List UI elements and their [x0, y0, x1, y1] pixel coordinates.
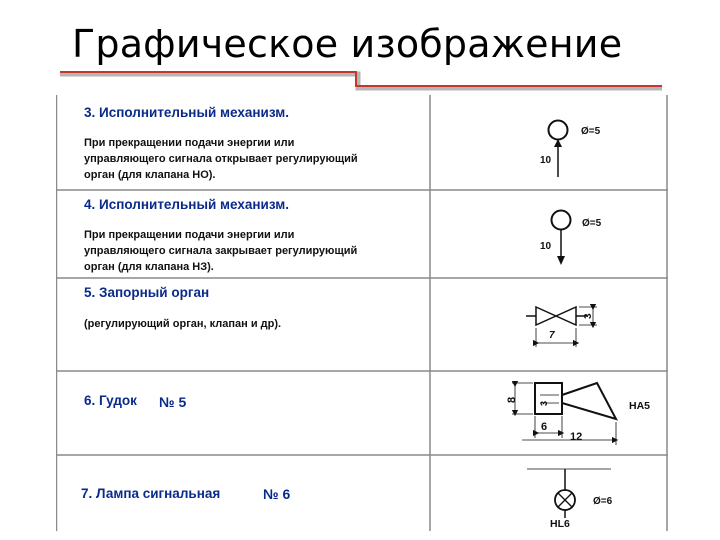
slide-title: Графическое изображение — [72, 22, 623, 66]
symbols-layer — [56, 95, 668, 531]
row-7-code: HL6 — [550, 518, 570, 530]
row-6-number: № 5 — [159, 394, 187, 410]
actuator-open-symbol — [540, 121, 601, 178]
row-5-width: 7 — [549, 330, 555, 341]
row-6-code: НА5 — [629, 400, 651, 412]
row-3-diameter: Ø=5 — [581, 126, 601, 137]
row-6-total-height: 8 — [506, 396, 518, 403]
row-5-height: 3 — [583, 313, 594, 319]
row-5-desc: (регулирующий орган, клапан и др). — [84, 318, 282, 330]
row-3-title: 3. Исполнительный механизм. — [84, 105, 289, 120]
row-4-length: 10 — [540, 241, 552, 252]
row-3-desc: При прекращении подачи энергии или управляющего сигнала открывает регулирующий орган (для клапана НО). — [84, 137, 358, 181]
symbols-table — [56, 95, 668, 531]
row-7-title: 7. Лампа сигнальная — [81, 486, 221, 501]
row-4-desc: При прекращении подачи энергии или управляющего сигнала закрывает регулирующий орган (для клапана НЗ). — [84, 229, 358, 273]
row-6-title: 6. Гудок — [84, 393, 137, 408]
row-6-box-width: 6 — [541, 421, 548, 433]
shutoff-valve-symbol — [526, 307, 597, 347]
row-3-length: 10 — [540, 155, 552, 166]
row-5-title: 5. Запорный орган — [84, 285, 210, 300]
row-4-diameter: Ø=5 — [582, 218, 602, 229]
row-6-horn-width: 12 — [570, 431, 583, 443]
row-4-title: 4. Исполнительный механизм. — [84, 197, 289, 212]
title-underline — [0, 0, 720, 100]
row-7-diameter: Ø=6 — [593, 496, 613, 507]
actuator-closed-symbol — [540, 211, 602, 266]
horn-symbol — [506, 383, 650, 445]
row-7-number: № 6 — [263, 486, 291, 502]
signal-lamp-symbol — [527, 469, 613, 530]
row-6-inner-height: 3 — [539, 400, 549, 406]
